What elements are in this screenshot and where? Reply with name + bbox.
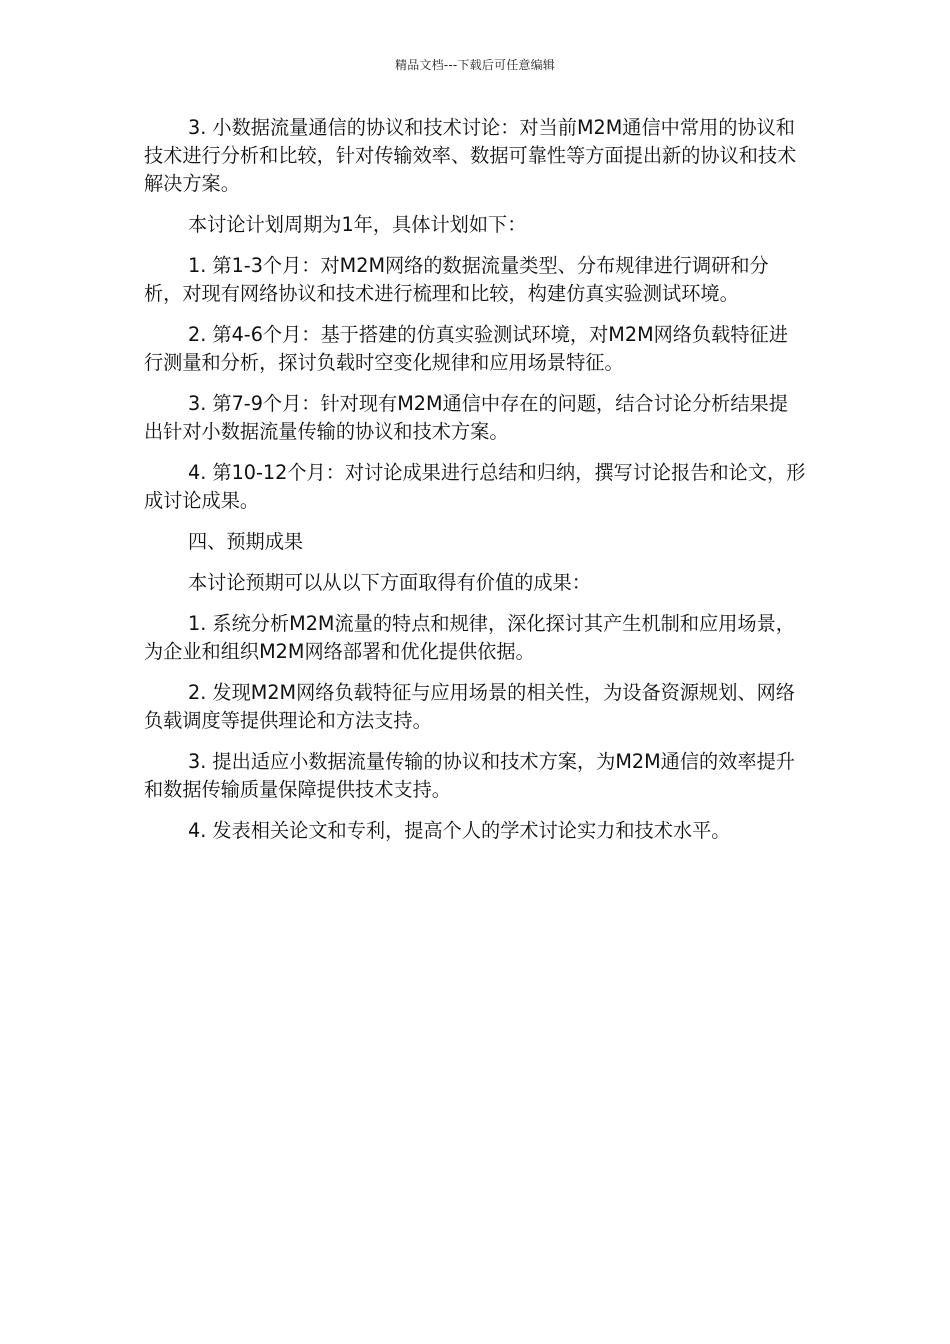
paragraph-plan-step-3: 3. 第7-9个月：针对现有M2M通信中存在的问题，结合讨论分析结果提出针对小数据流量传输的协议和技术方案。 <box>144 392 788 443</box>
paragraph-plan-step-2: 2. 第4-6个月：基于搭建的仿真实验测试环境，对M2M网络负载特征进行测量和分析，探讨负载时空变化规律和应用场景特征。 <box>144 323 788 374</box>
paragraph-protocol-research: 3. 小数据流量通信的协议和技术讨论：对当前M2M通信中常用的协议和技术进行分析和比较，针对传输效率、数据可靠性等方面提出新的协议和技术解决方案。 <box>144 116 797 195</box>
paragraph-plan-step-4: 4. 第10-12个月：对讨论成果进行总结和归纳，撰写讨论报告和论文，形成讨论成果。 <box>144 461 806 512</box>
paragraph-plan-intro: 本讨论计划周期为1年，具体计划如下： <box>188 213 527 236</box>
paragraph-result-2: 2. 发现M2M网络负载特征与应用场景的相关性，为设备资源规划、网络负载调度等提供理论和方法支持。 <box>144 681 795 732</box>
paragraph-results-intro: 本讨论预期可以从以下方面取得有价值的成果： <box>188 571 591 594</box>
paragraph-result-1: 1. 系统分析M2M流量的特点和规律，深化探讨其产生机制和应用场景，为企业和组织M2M网络部署和优化提供依据。 <box>144 612 795 663</box>
section-heading-expected-results: 四、预期成果 <box>188 530 304 553</box>
page-header: 精品文档---下载后可任意编辑 <box>395 58 555 72</box>
paragraph-result-4: 4. 发表相关论文和专利，提高个人的学术讨论实力和技术水平。 <box>188 819 731 842</box>
paragraph-plan-step-1: 1. 第1-3个月：对M2M网络的数据流量类型、分布规律进行调研和分析，对现有网络协议和技术进行梳理和比较，构建仿真实验测试环境。 <box>144 254 769 305</box>
paragraph-result-3: 3. 提出适应小数据流量传输的协议和技术方案，为M2M通信的效率提升和数据传输质量保障提供技术支持。 <box>144 750 795 801</box>
document-body <box>144 114 806 858</box>
